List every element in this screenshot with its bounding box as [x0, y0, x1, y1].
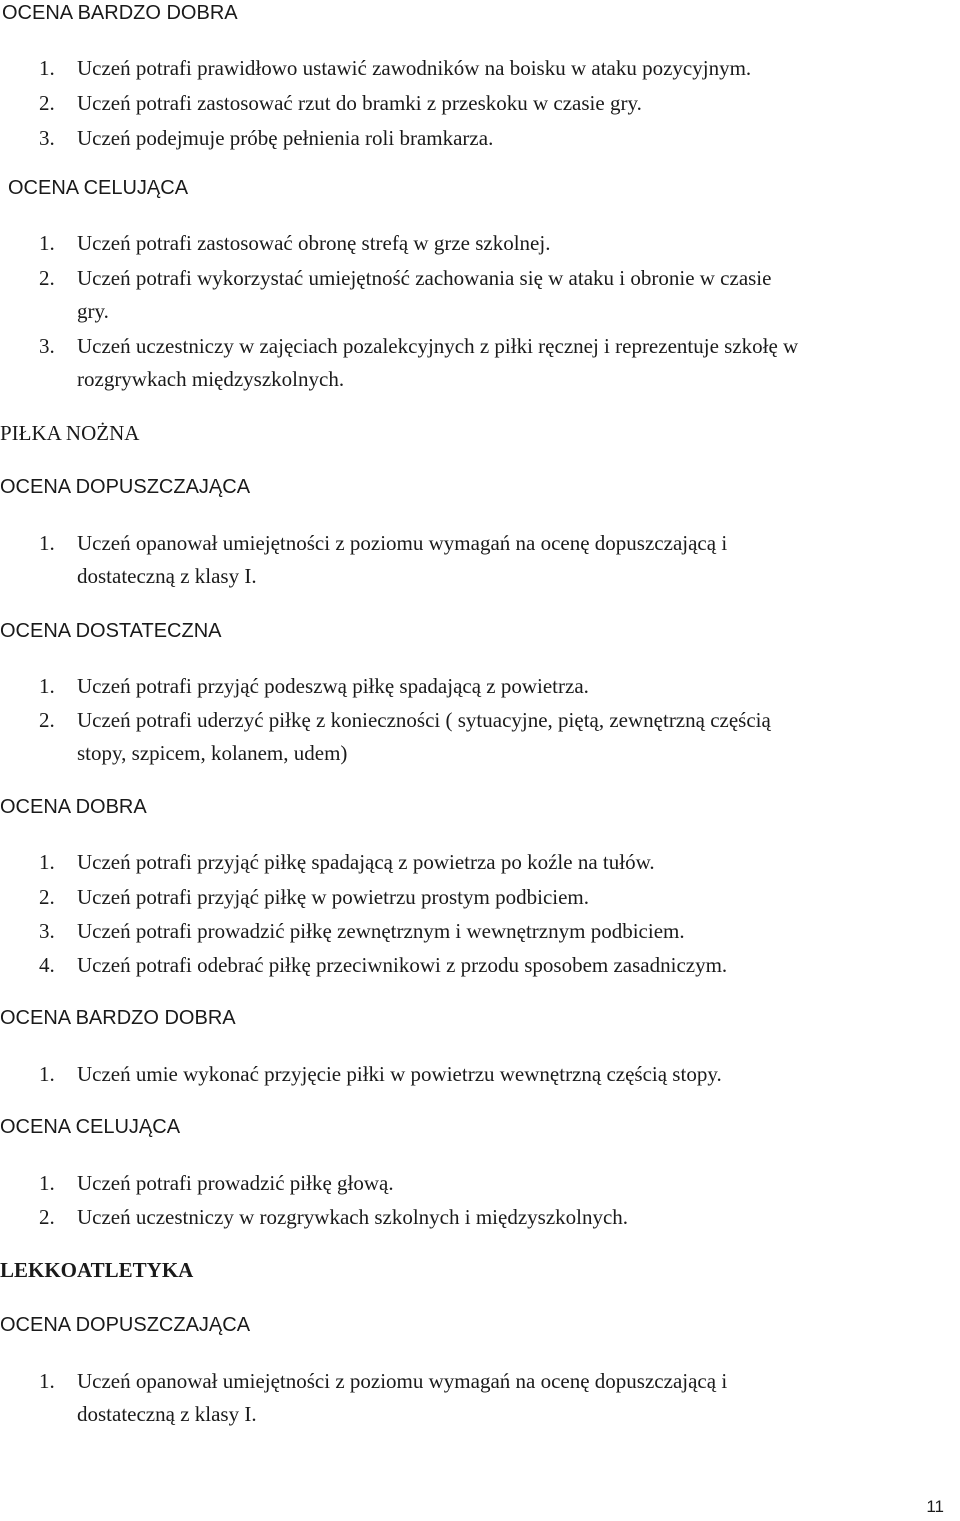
list-item-continuation: stopy, szpicem, kolanem, udem): [77, 741, 348, 765]
list-item: Uczeń uczestniczy w zajęciach pozalekcyjnych z piłki ręcznej i reprezentuje szkołę w: [77, 334, 799, 358]
list-item: Uczeń opanował umiejętności z poziomu wymagań na ocenę dopuszczającą i: [77, 531, 728, 555]
list-item-number: 2.: [39, 885, 55, 909]
list-item: Uczeń potrafi uderzyć piłkę z konieczności ( sytuacyjne, piętą, zewnętrzną częścią: [77, 708, 771, 732]
list-item-continuation: dostateczną z klasy I.: [77, 564, 257, 588]
section-heading-bardzo-dobra-pilka: OCENA BARDZO DOBRA: [0, 1007, 236, 1029]
list-item: Uczeń potrafi zastosować obronę strefą w grze szkolnej.: [77, 231, 551, 255]
list-item: Uczeń potrafi prawidłowo ustawić zawodników na boisku w ataku pozycyjnym.: [77, 56, 752, 80]
section-title-pilka-nozna: PIŁKA NOŻNA: [0, 421, 140, 445]
section-heading-celujaca-1: OCENA CELUJĄCA: [8, 177, 189, 199]
list-item-number: 1.: [39, 1369, 55, 1393]
list-item: Uczeń potrafi prowadzić piłkę zewnętrznym i wewnętrznym podbiciem.: [77, 919, 685, 943]
section-heading-dopuszczajaca-lekko: OCENA DOPUSZCZAJĄCA: [0, 1314, 251, 1336]
list-item: Uczeń potrafi przyjąć podeszwą piłkę spadającą z powietrza.: [77, 674, 589, 698]
list-item-continuation: gry.: [77, 299, 109, 323]
list-item-number: 1.: [39, 56, 55, 80]
list-item-number: 1.: [39, 531, 55, 555]
list-item: Uczeń potrafi zastosować rzut do bramki z przeskoku w czasie gry.: [77, 91, 642, 115]
section-heading-dobra-pilka: OCENA DOBRA: [0, 796, 147, 818]
list-item-number: 2.: [39, 266, 55, 290]
list-item: Uczeń opanował umiejętności z poziomu wymagań na ocenę dopuszczającą i: [77, 1369, 728, 1393]
section-heading-dostateczna-pilka: OCENA DOSTATECZNA: [0, 620, 222, 642]
section-heading-celujaca-pilka: OCENA CELUJĄCA: [0, 1116, 181, 1138]
list-item-continuation: dostateczną z klasy I.: [77, 1402, 257, 1426]
list-item-number: 4.: [39, 953, 55, 977]
list-item: Uczeń podejmuje próbę pełnienia roli bramkarza.: [77, 126, 494, 150]
list-item-number: 1.: [39, 674, 55, 698]
list-item-number: 3.: [39, 334, 55, 358]
section-heading-bardzo-dobra-1: OCENA BARDZO DOBRA: [2, 2, 238, 24]
list-item-number: 2.: [39, 1205, 55, 1229]
list-item-number: 3.: [39, 126, 55, 150]
list-item-number: 1.: [39, 850, 55, 874]
section-title-lekkoatletyka: LEKKOATLETYKA: [0, 1258, 194, 1282]
list-item-number: 3.: [39, 919, 55, 943]
list-item: Uczeń potrafi prowadzić piłkę głową.: [77, 1171, 394, 1195]
list-item: Uczeń potrafi przyjąć piłkę spadającą z powietrza po koźle na tułów.: [77, 850, 655, 874]
section-heading-dopuszczajaca-pilka: OCENA DOPUSZCZAJĄCA: [0, 476, 251, 498]
list-item-number: 2.: [39, 708, 55, 732]
list-item-number: 1.: [39, 231, 55, 255]
list-item-number: 2.: [39, 91, 55, 115]
list-item: Uczeń umie wykonać przyjęcie piłki w powietrzu wewnętrzną częścią stopy.: [77, 1062, 722, 1086]
list-item: Uczeń potrafi odebrać piłkę przeciwnikowi z przodu sposobem zasadniczym.: [77, 953, 728, 977]
list-item: Uczeń potrafi wykorzystać umiejętność zachowania się w ataku i obronie w czasie: [77, 266, 772, 290]
page-number: 11: [926, 1497, 944, 1516]
list-item: Uczeń uczestniczy w rozgrywkach szkolnych i międzyszkolnych.: [77, 1205, 629, 1229]
list-item-number: 1.: [39, 1062, 55, 1086]
list-item-number: 1.: [39, 1171, 55, 1195]
list-item: Uczeń potrafi przyjąć piłkę w powietrzu prostym podbiciem.: [77, 885, 589, 909]
list-item-continuation: rozgrywkach międzyszkolnych.: [77, 367, 345, 391]
